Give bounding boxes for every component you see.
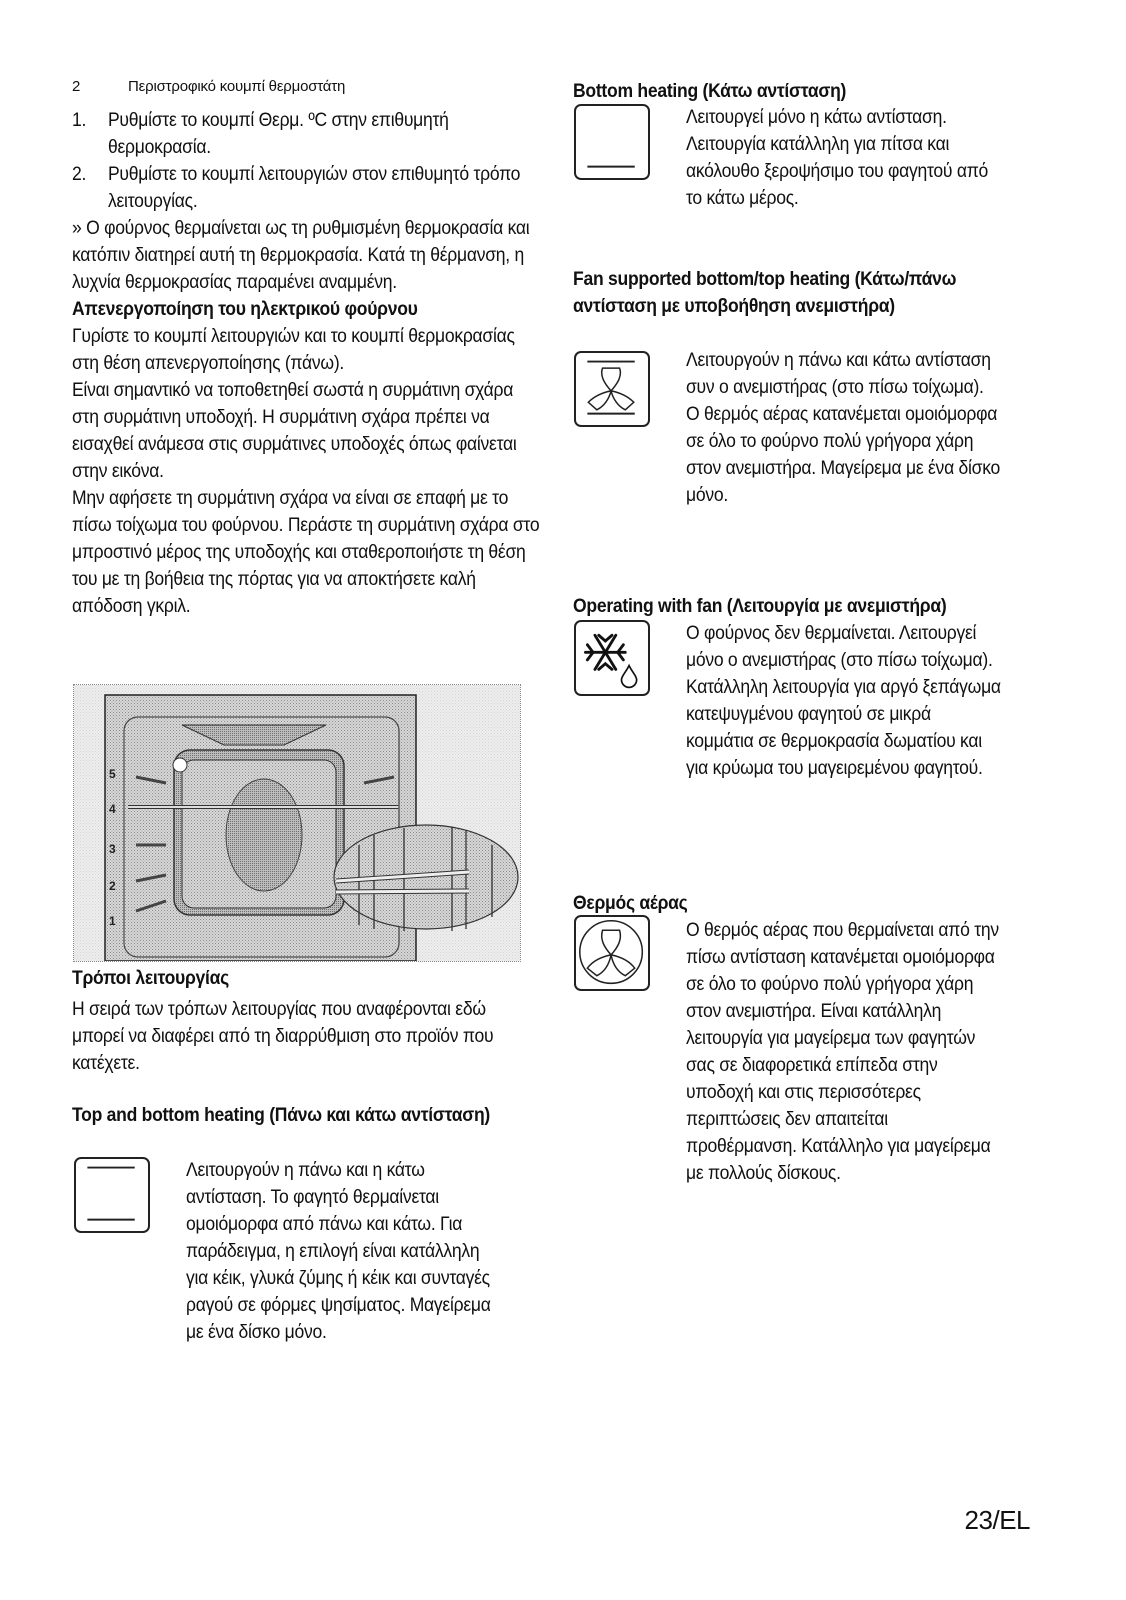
shelf-level-label: 5 [109,767,116,781]
switch-off-paragraph-2: Είναι σημαντικό να τοποθετηθεί σωστά η συρμάτινη σχάρα στη συρμάτινη υποδοχή. Η συρμάτινη σχάρα πρέπει να εισαχθεί ανάμεσα στις συρμάτινες υποδοχές όπως φαίνεται στην εικόνα. [72,379,517,482]
step-text: Ρυθμίστε το κουμπί λειτουργιών στον επιθυμητό τρόπο λειτουργίας. [108,163,521,212]
mode-description: Ο φούρνος δεν θερμαίνεται. Λειτουργεί μόνο ο ανεμιστήρας (στο πίσω τοίχωμα). Κατάλληλη λειτουργία για αργό ξεπάγωμα κατεψυγμένου φαγητού σε μικρά κομμάτια σε θερμοκρασία δωματίου και για κρύωμα του μαγειρεμένου φαγητού. [686,622,1001,779]
switch-off-paragraph-3: Μην αφήσετε τη συρμάτινη σχάρα να είναι σε επαφή με το πίσω τοίχωμα του φούρνου. Περάστε τη συρμάτινη σχάρα στο μπροστινό μέρος της υποδοχής και σταθεροποιήστε τη θέση του με τη βοήθεια της πόρτας για να αποκτήσετε καλή απόδοση γκριλ. [72,487,540,617]
mode-description: Λειτουργεί μόνο η κάτω αντίσταση. Λειτουργία κατάλληλη για πίτσα και ακόλουθο ξεροψήσιμο του φαγητού από το κάτω μέρος. [686,106,989,209]
mode-fan-only-heading [573,593,1005,620]
mode-description: Λειτουργούν η πάνω και η κάτω αντίσταση. Το φαγητό θερμαίνεται ομοιόμορφα από πάνω και κάτω. Για παράδειγμα, η επιλογή είναι κατάλληλη για κέικ, γλυκά ζύμης ή κέικ και συνταγές ραγού σε φόρμες ψησίματος. Μαγείρεμα με ένα δίσκο μόνο. [186,1159,491,1343]
instructions [72,107,540,620]
mode-description: Ο θερμός αέρας που θερμαίνεται από την πίσω αντίσταση κατανέμεται ομοιόμορφα σε όλο το φούρνο πολύ γρήγορα χάρη στον ανεμιστήρα. Είναι κατάλληλη λειτουργία για μαγείρεμα των φαγητών σας σε διαφορετικά επίπεδα στην υποδοχή και στις περισσότερες περιπτώσεις δεν απαιτείται προθέρμανση. Κατάλληλο για μαγείρεμα με πολλούς δίσκους. [686,919,999,1184]
result-text: » Ο φούρνος θερμαίνεται ως τη ρυθμισμένη θερμοκρασία και κατόπιν διατηρεί αυτή τη θερμοκρασία. Κατά τη θέρμανση, η λυχνία θερμοκρασίας παραμένει αναμμένη. [72,217,530,293]
switch-off-heading: Απενεργοποίηση του ηλεκτρικού φούρνου [72,298,418,320]
step-1 [72,107,540,161]
hot-air-fan-icon [574,915,650,991]
step-number: 2. [72,163,87,185]
mode-description: Λειτουργούν η πάνω και κάτω αντίσταση συν ο ανεμιστήρας (στο πίσω τοίχωμα). Ο θερμός αέρας κατανέμεται ομοιόμορφα σε όλο το φούρνο πολύ γρήγορα χάρη στον ανεμιστήρα. Μαγείρεμα με ένα δίσκο μόνο. [686,349,1001,506]
mode-title: Θερμός αέρας [573,892,688,914]
mode-title: Fan supported bottom/top heating (Κάτω/πάνω αντίσταση με υποβοήθηση ανεμιστήρα) [573,268,957,317]
switch-off-paragraph-1: Γυρίστε το κουμπί λειτουργιών και το κουμπί θερμοκρασίας στη θέση απενεργοποίησης (πάνω). [72,325,515,374]
page-number: 23/EL [964,1505,1030,1535]
mode-title: Operating with fan (Λειτουργία με ανεμιστήρα) [573,595,947,617]
shelf-level-label: 2 [109,879,116,893]
modes-heading: Τρόποι λειτουργίας [72,967,230,989]
shelf-level-label: 4 [109,802,116,816]
top-bottom-heating-icon [74,1157,150,1233]
mode-bottom-heading [573,78,1005,105]
modes-intro [72,965,540,1077]
mode-title: Bottom heating (Κάτω αντίσταση) [573,80,847,102]
figure-caption [72,78,345,95]
mode-hot-air-heading [573,890,1005,917]
caption-number: 2 [72,78,81,95]
caption-text: Περιστροφικό κουμπί θερμοστάτη [128,78,346,95]
shelf-level-label: 1 [109,914,116,928]
step-text: Ρυθμίστε το κουμπί Θερμ. ºC στην επιθυμητή θερμοκρασία. [108,109,449,158]
oven-illustration [74,685,520,961]
mode-top-bottom-heading [72,1102,495,1129]
fan-top-bottom-heating-icon [574,351,650,427]
mode-title: Top and bottom heating (Πάνω και κάτω αντίσταση) [72,1104,490,1126]
bottom-heating-icon [574,104,650,180]
modes-intro-text: Η σειρά των τρόπων λειτουργίας που αναφέρονται εδώ μπορεί να διαφέρει από τη διαρρύθμιση στο προϊόν που κατέχετε. [72,998,494,1074]
step-number: 1. [72,109,87,131]
step-2 [72,161,540,215]
shelf-level-label: 3 [109,842,116,856]
defrost-fan-icon [574,620,650,696]
mode-fan-top-bottom-heading [573,266,1005,320]
oven-shelf-figure [73,684,521,962]
